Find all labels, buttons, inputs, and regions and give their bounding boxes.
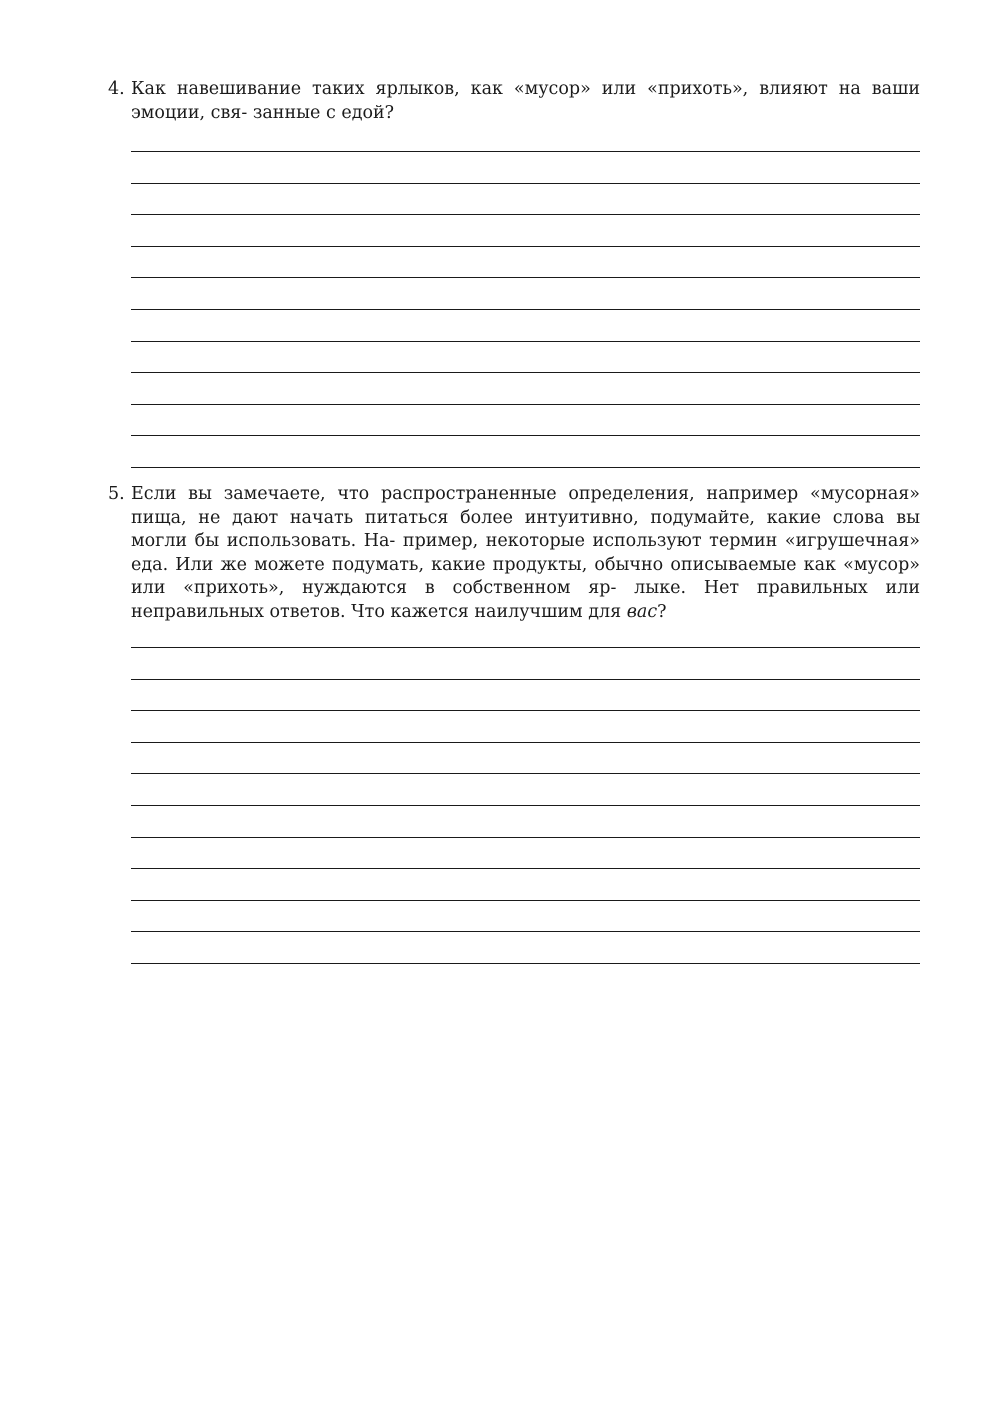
answer-line[interactable] — [131, 341, 920, 343]
question-text — [108, 78, 920, 125]
question-text — [108, 483, 920, 624]
answer-line[interactable] — [131, 710, 920, 712]
answer-line[interactable] — [131, 837, 920, 839]
answer-line[interactable] — [131, 805, 920, 807]
question-body: Как навешивание таких ярлыков, как «мусор» или «прихоть», влияют на ваши эмоции, свя- занные с едой? — [131, 79, 920, 123]
question-body: Если вы замечаете, что распространенные определения, например «мусорная» пища, не дают начать питаться более интуитивно, подумайте, какие слова вы могли бы использовать. На- пример, некоторые используют термин «игрушечная» еда. Или же можете подумать, какие продукты, обычно описываемые как «мусор» или «прихоть», нуждаются в собственном яр- лыке. Нет правильных или неправильных ответов. Что кажется наилучшим для вас? — [131, 484, 920, 622]
answer-line[interactable] — [131, 151, 920, 153]
answer-line[interactable] — [131, 214, 920, 216]
question-number: 4. — [108, 79, 125, 99]
answer-line[interactable] — [131, 773, 920, 775]
question-5 — [108, 483, 920, 965]
answer-line[interactable] — [131, 647, 920, 649]
emphasis-text: вас — [626, 601, 658, 622]
answer-line[interactable] — [131, 868, 920, 870]
question-4 — [108, 78, 920, 469]
answer-lines[interactable] — [131, 647, 920, 965]
answer-line[interactable] — [131, 931, 920, 933]
answer-line[interactable] — [131, 246, 920, 248]
answer-line[interactable] — [131, 183, 920, 185]
answer-line[interactable] — [131, 742, 920, 744]
answer-line[interactable] — [131, 679, 920, 681]
answer-line[interactable] — [131, 277, 920, 279]
answer-line[interactable] — [131, 404, 920, 406]
question-number: 5. — [108, 484, 125, 504]
answer-line[interactable] — [131, 309, 920, 311]
answer-lines[interactable] — [131, 151, 920, 469]
answer-line[interactable] — [131, 900, 920, 902]
answer-line[interactable] — [131, 372, 920, 374]
answer-line[interactable] — [131, 435, 920, 437]
answer-line[interactable] — [131, 963, 920, 965]
answer-line[interactable] — [131, 467, 920, 469]
